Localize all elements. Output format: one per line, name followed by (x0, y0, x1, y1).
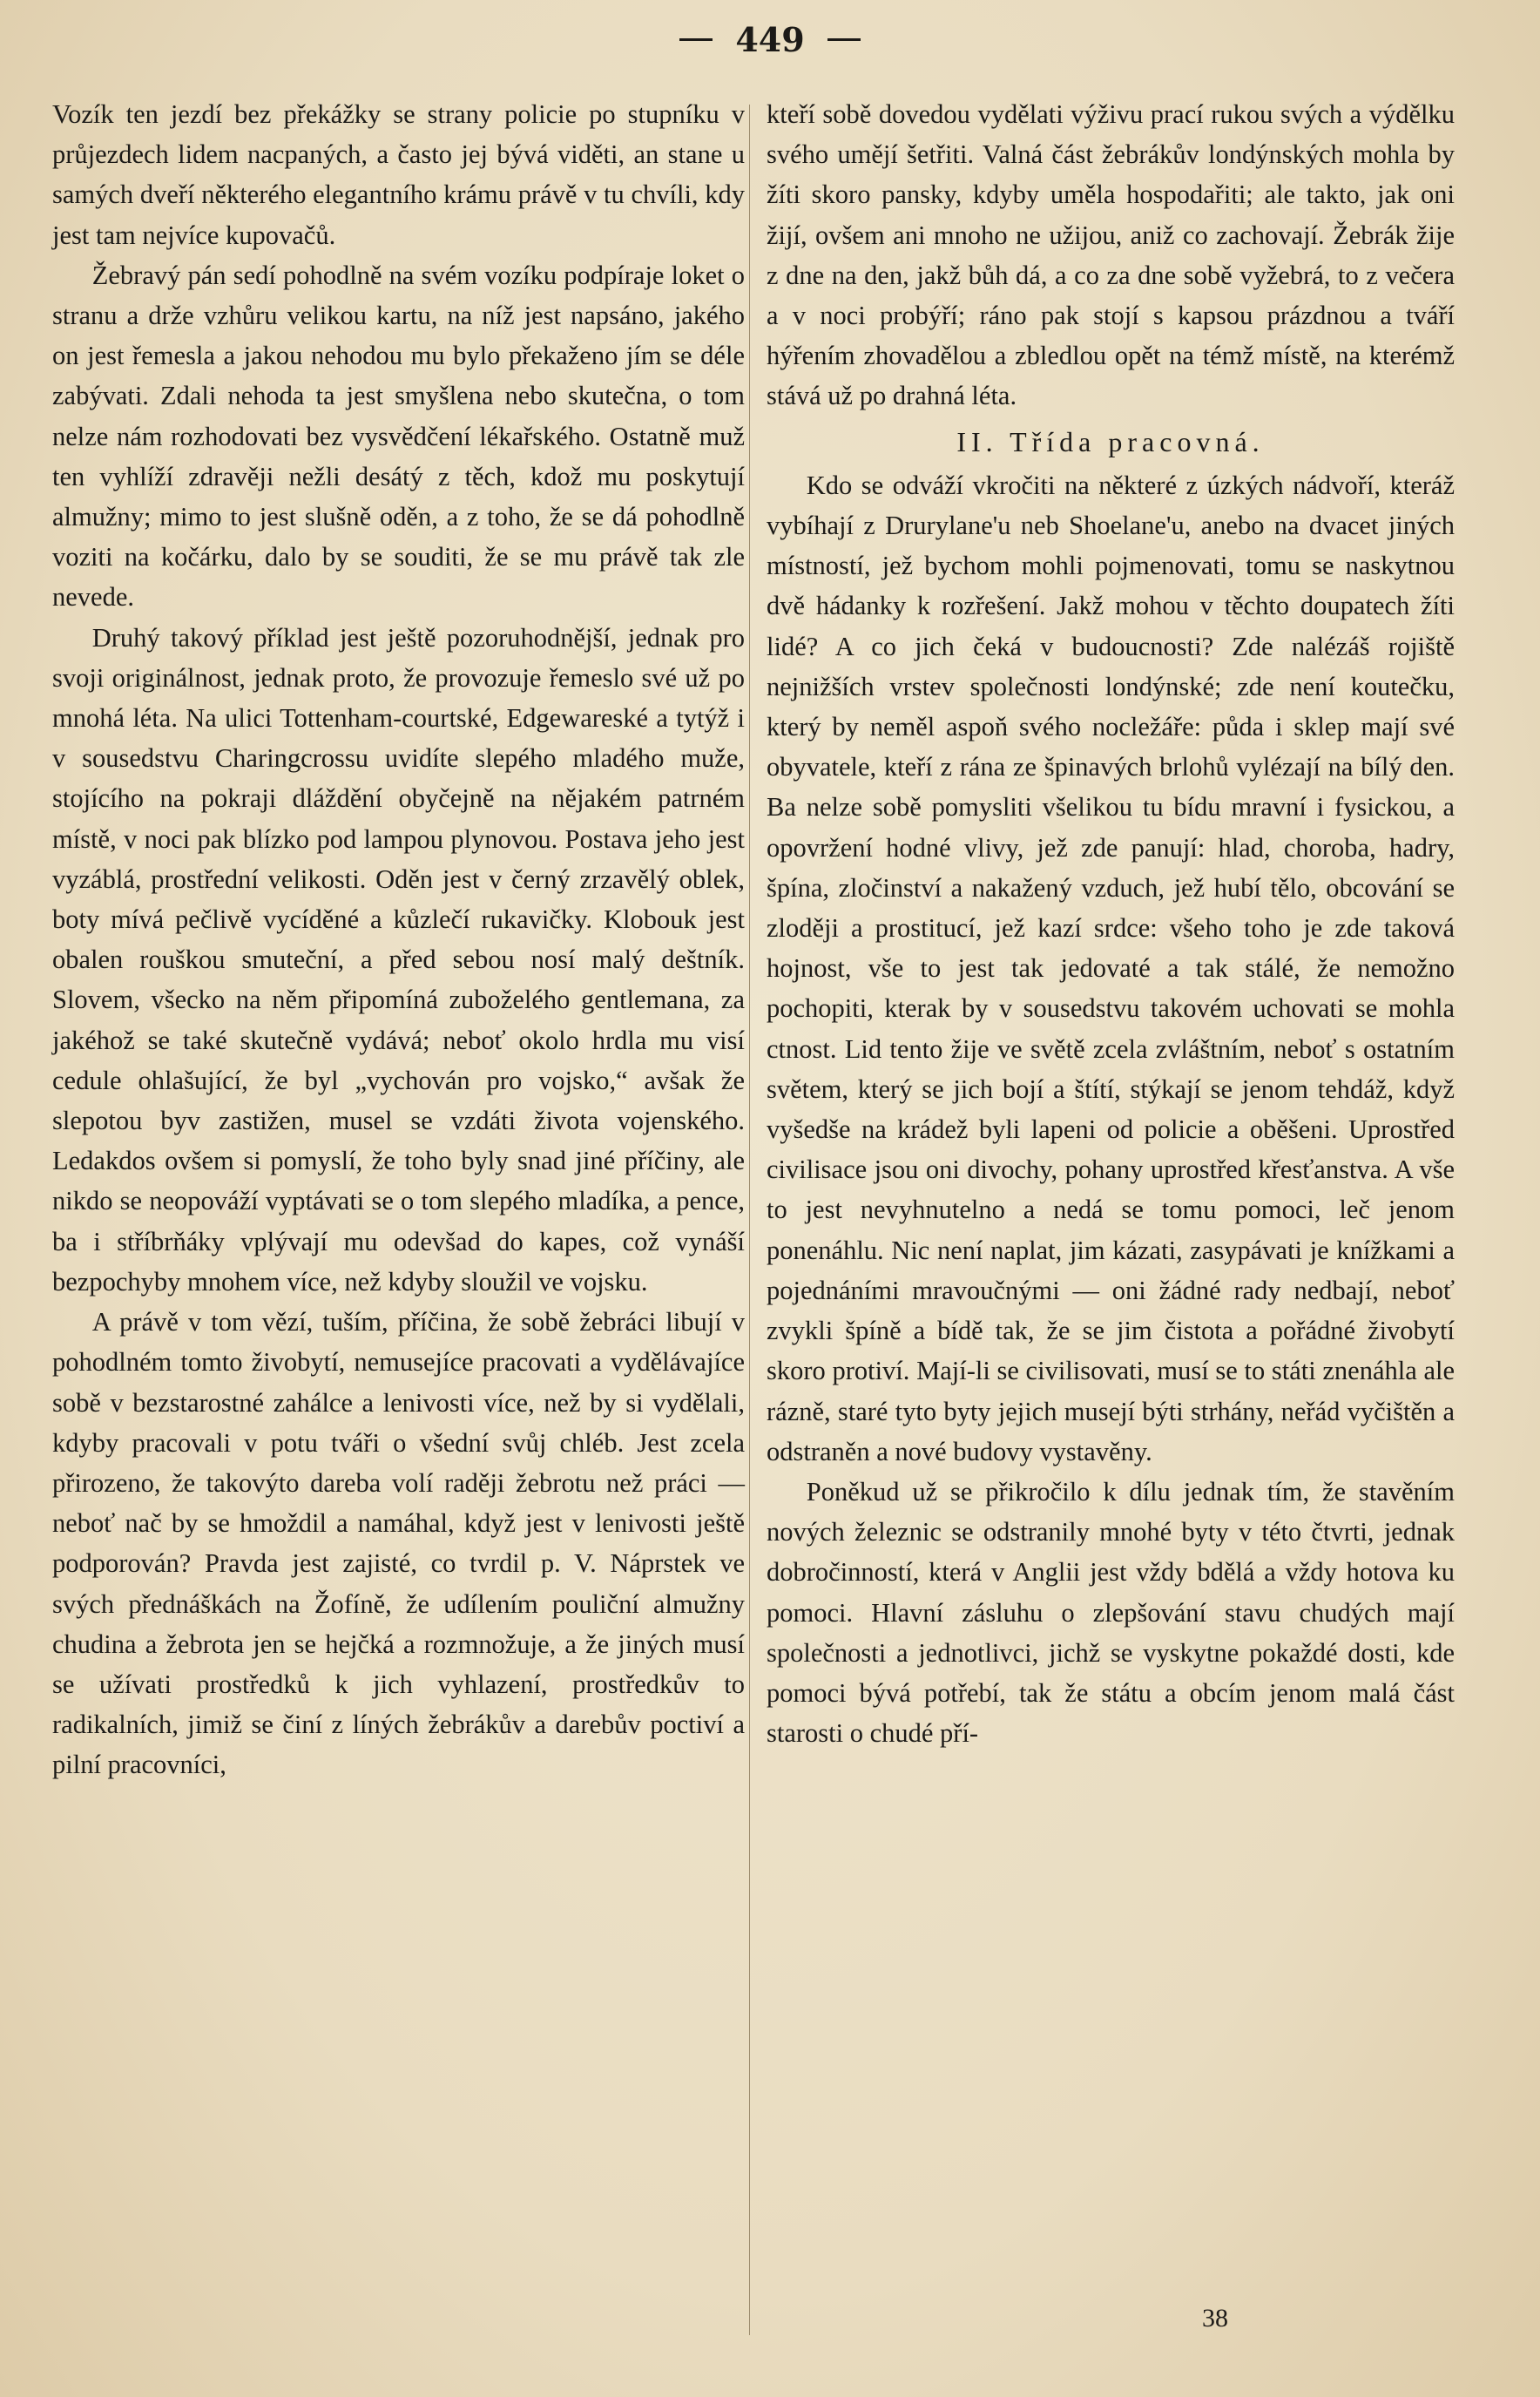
page-header (0, 9, 1540, 70)
paragraph: A právě v tom vězí, tuším, příčina, že sobě žebráci libují v pohodlném tomto živobytí, nemusejíce pracovati a vydělávajíce sobě v bezstarostné zahálce a lenivosti více, než by si vydělali, kdyby pracovali v potu tváři o všední svůj chléb. Jest zcela přirozeno, že takovýto dareba volí raději žebrotu než práci — neboť nač by se hmoždil a namáhal, když jest v lenivosti ještě podporován? Pravda jest zajisté, co tvrdil p. V. Náprstek ve svých přednáškách na Žofíně, že udílením pouliční almužny chudina a žebrota jen se hejčká a rozmnožuje, a že jiných musí se užívati prostředků k jich vyhlazení, prostředkův to radikalních, jimiž se činí z líných žebrákův a darebův poctiví a pilní pracovníci, (52, 1307, 745, 1780)
paragraph: Vozík ten jezdí bez překážky se strany policie po stupníku v průjezdech lidem nacpaných, a často jej bývá viděti, an stane u samých dveří některého elegantního krámu právě v tu chvíli, kdy jest tam nejvíce kupovačů. (52, 99, 745, 250)
signature-mark: 38 (1202, 2304, 1228, 2333)
column-divider (749, 105, 750, 2335)
header-dash-right (827, 38, 861, 41)
left-column (52, 94, 745, 2325)
paragraph-continued: kteří sobě dovedou vydělati výživu prací rukou svých a výdělku svého umějí šetřiti. Valná část žebrákův londýnských mohla by žíti skoro pansky, kdyby uměla hospodařiti; ale takto, jak oni žijí, ovšem ani mnoho ne užijou, aniž co zachovají. Žebrák žije z dne na den, jakž bůh dá, a co za dne sobě vyžebrá, to z večera a v noci probýří; ráno pak stojí s kapsou prázdnou a tváří hýřením zhovadělou a zbledlou opět na témž místě, na kterémž stává už po drahná léta. (767, 99, 1455, 411)
page-number: 449 (735, 19, 805, 59)
paragraph: Žebravý pán sedí pohodlně na svém vozíku podpíraje loket o stranu a drže vzhůru velikou kartu, na níž jest napsáno, jakého on jest řemesla a jakou nehodou mu bylo překaženo jím se déle zabývati. Zdali nehoda ta jest smyšlena nebo skutečna, o tom nelze nám rozhodovati bez vysvědčení lékařského. Ostatně muž ten vyhlíží zdravěji nežli desátý z těch, kdož mu poskytují almužny; mimo to jest slušně oděn, a z toho, že se dá pohodlně voziti na kočárku, dalo by se souditi, že se mu právě tak zle nevede. (52, 260, 745, 613)
right-column (767, 94, 1455, 2325)
paragraph: Druhý takový příklad jest ještě pozoruhodnější, jednak pro svoji originálnost, jednak proto, že provozuje řemeslo své už po mnohá léta. Na ulici Tottenham-courtské, Edgewareské a tytýž i v sousedstvu Charingcrossu uvidíte slepého mladého muže, stojícího na pokraji dláždění obyčejně na nějakém patrném místě, v noci pak blízko pod lampou plynovou. Postava jeho jest vyzáblá, prostřední velikosti. Oděn jest v černý zrzavělý oblek, boty mívá pečlivě vycíděné a kůzlečí rukavičky. Klobouk jest obalen rouškou smuteční, a před sebou nosí malý deštník. Slovem, všecko na něm připomíná zuboželého gentlemana, za jakéhož se také skutečně vydává; neboť okolo hrdla mu visí cedule ohlašující, že byl „vychován pro vojsko,“ avšak že slepotou byv zastižen, musel se vzdáti života vojenského. Ledakdos ovšem si pomyslí, že toho byly snad jiné příčiny, ale nikdo se neopováží vyptávati se o tom slepého mladíka, a pence, ba i stříbrňáky vplývají mu odevšad do kapes, což vynáší bezpochyby mnohem více, než kdyby sloužil ve vojsku. (52, 622, 745, 1297)
header-dash-left (679, 38, 713, 41)
section-heading: II. Třída pracovná. (956, 425, 1265, 457)
paragraph: Poněkud už se přikročilo k dílu jednak tím, že stavěním nových železnic se odstranily mnohé byty v této čtvrti, jednak dobročinností, která v Anglii jest vždy bdělá a vždy hotova ku pomoci. Hlavní zásluhu o zlepšování stavu chudých mají společnosti a jednotlivci, jichž se vyskytne pokaždé dosti, kde pomoci bývá potřebí, tak že státu a obcím jenom malá část starosti o chudé pří- (767, 1476, 1455, 1749)
paragraph: Kdo se odváží vkročiti na některé z úzkých nádvoří, kteráž vybíhají z Drurylane'u neb Shoelane'u, anebo na dvacet jiných místností, jež bychom mohli pojmenovati, tomu se naskytnou dvě hádanky k rozřešení. Jakž mohou v těchto doupatech žíti lidé? A co jich čeká v budoucnosti? Zde nalézáš rojiště nejnižších vrstev společnosti londýnské; zde není koutečku, který by neměl aspoň svého nocležáře: půda i sklep mají své obyvatele, kteří z rána ze špinavých brlohů vylézají na bílý den. Ba nelze sobě pomysliti všelikou tu bídu mravní i fysickou, a opovržení hodné vlivy, jež zde panují: hlad, choroba, hadry, špína, zločinství a nakažený vzduch, jež hubí tělo, obcování se zloději a prostitucí, jež kazí srdce: všeho toho je zde taková hojnost, vše to jest tak jedovaté a tak stálé, že nemožno pochopiti, kterak by v sousedstvu takovém uchovati se mohla ctnost. Lid tento žije ve světě zcela zvláštním, neboť s ostatním světem, který se jich bojí a štítí, stýkají se jenom tehdáž, když vyšedše na krádež byli lapeni od policie a oběšeni. Uprostřed civilisace jsou oni divochy, pohany uprostřed křesťanstva. A vše to jest nevyhnutelno a nedá se tomu pomoci, leč jenom ponenáhlu. Nic není naplat, jim kázati, zasypávati je knížkami a pojednáními mravoučnými — oni žádné rady nedbají, neboť zvykli špíně a bídě tak, že se jim čistota a pořádné živobytí skoro protiví. Mají-li se civilisovati, musí se to státi znenáhla ale rázně, staré tyto byty jejich musejí býti strhány, neřád vyčištěn a odstraněn a nové budovy vystavěny. (767, 470, 1455, 1466)
